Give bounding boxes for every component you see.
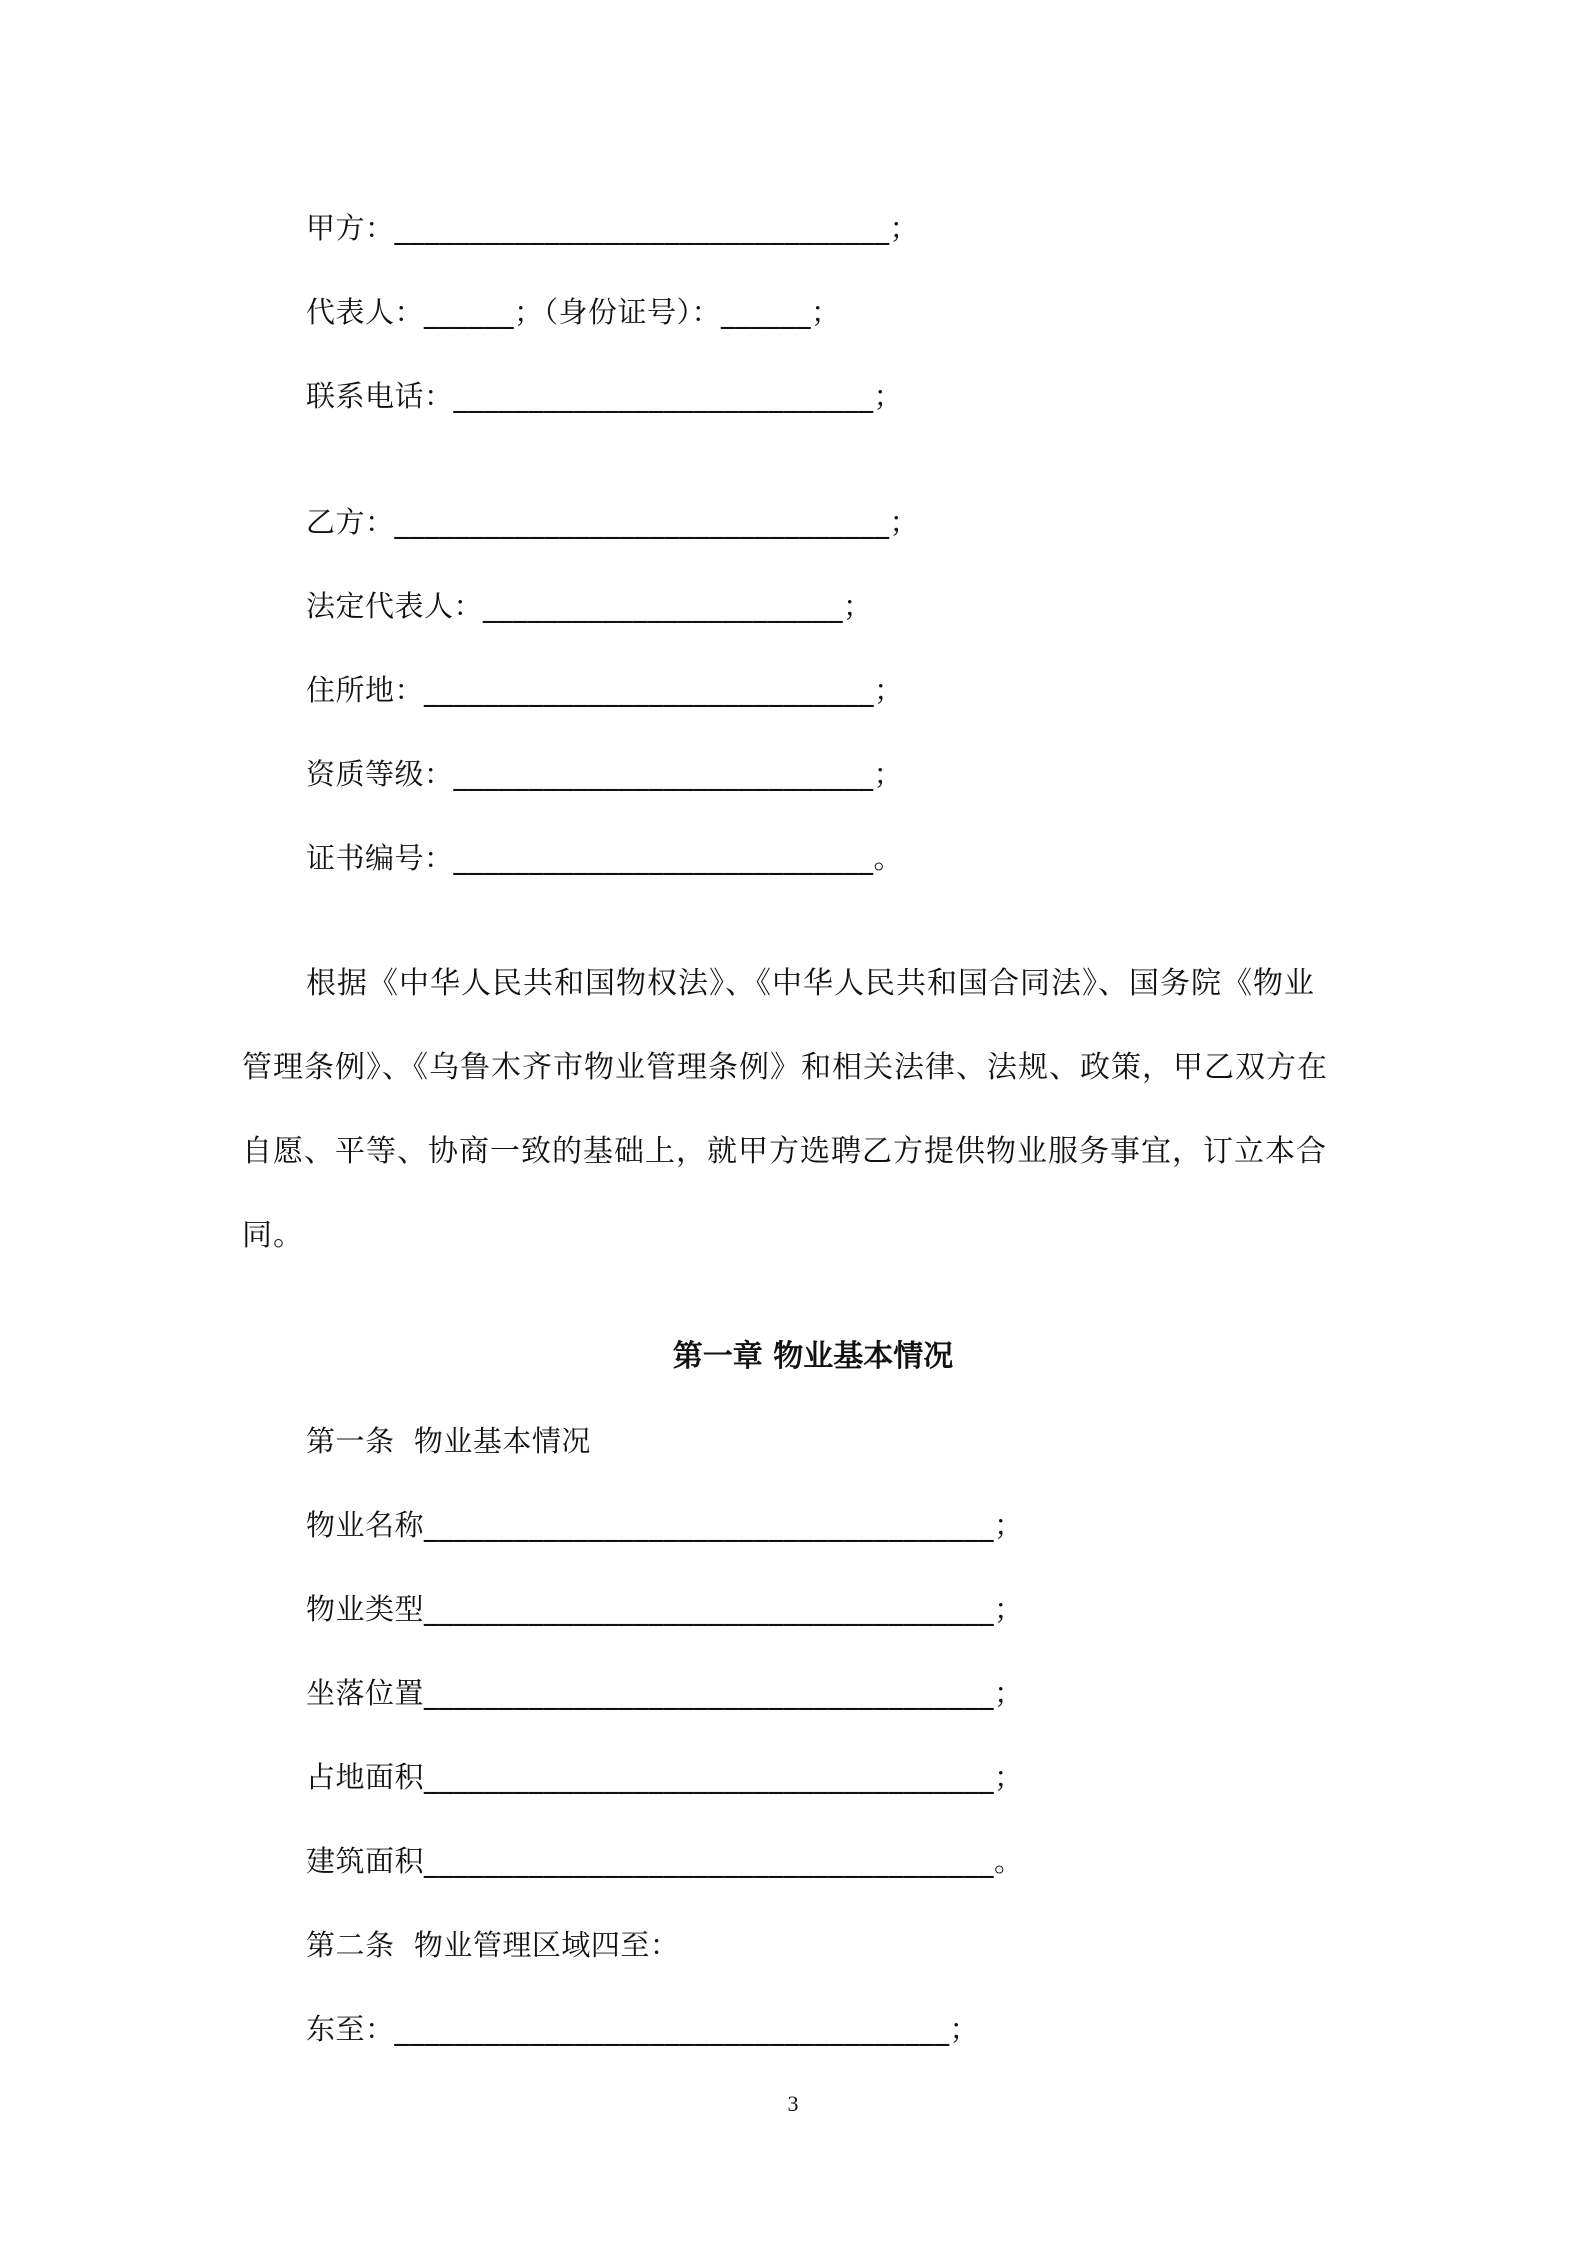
property-name-line: 物业名称______________________________________； xyxy=(306,1508,1024,1542)
party-a-representative-line: 代表人：______；（身份证号）：______； xyxy=(306,295,841,329)
party-b-qualification-line: 资质等级：____________________________； xyxy=(306,757,904,791)
preamble-line: 根据《中华人民共和国物权法》、《中华人民共和国合同法》、国务院《物业 xyxy=(306,966,1315,1001)
property-location-line: 坐落位置______________________________________； xyxy=(306,1676,1024,1710)
preamble-line: 同。 xyxy=(242,1218,304,1253)
article-1-title: 第一条 物业基本情况 xyxy=(306,1424,591,1458)
preamble-paragraph xyxy=(242,942,1346,1278)
boundary-east-line: 东至：_____________________________________； xyxy=(306,2012,980,2046)
party-b-certificate-line: 证书编号：____________________________。 xyxy=(306,841,904,875)
chapter-title: 第一章 物业基本情况 xyxy=(672,1339,954,1374)
property-land-area-line: 占地面积______________________________________； xyxy=(306,1760,1024,1794)
article-2-title: 第二条 物业管理区域四至： xyxy=(306,1928,680,1962)
preamble-line: 管理条例》、《乌鲁木齐市物业管理条例》和相关法律、法规、政策，甲乙双方在 xyxy=(242,1050,1328,1085)
party-b-legal-rep-line: 法定代表人：________________________； xyxy=(306,589,873,623)
page-number: 3 xyxy=(787,2091,799,2116)
party-b-name-line: 乙方：_________________________________； xyxy=(306,505,920,539)
party-a-phone-line: 联系电话：____________________________； xyxy=(306,379,904,413)
preamble-line: 自愿、平等、协商一致的基础上，就甲方选聘乙方提供物业服务事宜，订立本合 xyxy=(242,1134,1327,1169)
property-building-area-line: 建筑面积______________________________________。 xyxy=(306,1844,1024,1878)
party-a-name-line: 甲方：_________________________________； xyxy=(306,211,920,245)
party-b-address-line: 住所地：______________________________； xyxy=(306,673,904,707)
property-type-line: 物业类型______________________________________； xyxy=(306,1592,1024,1626)
